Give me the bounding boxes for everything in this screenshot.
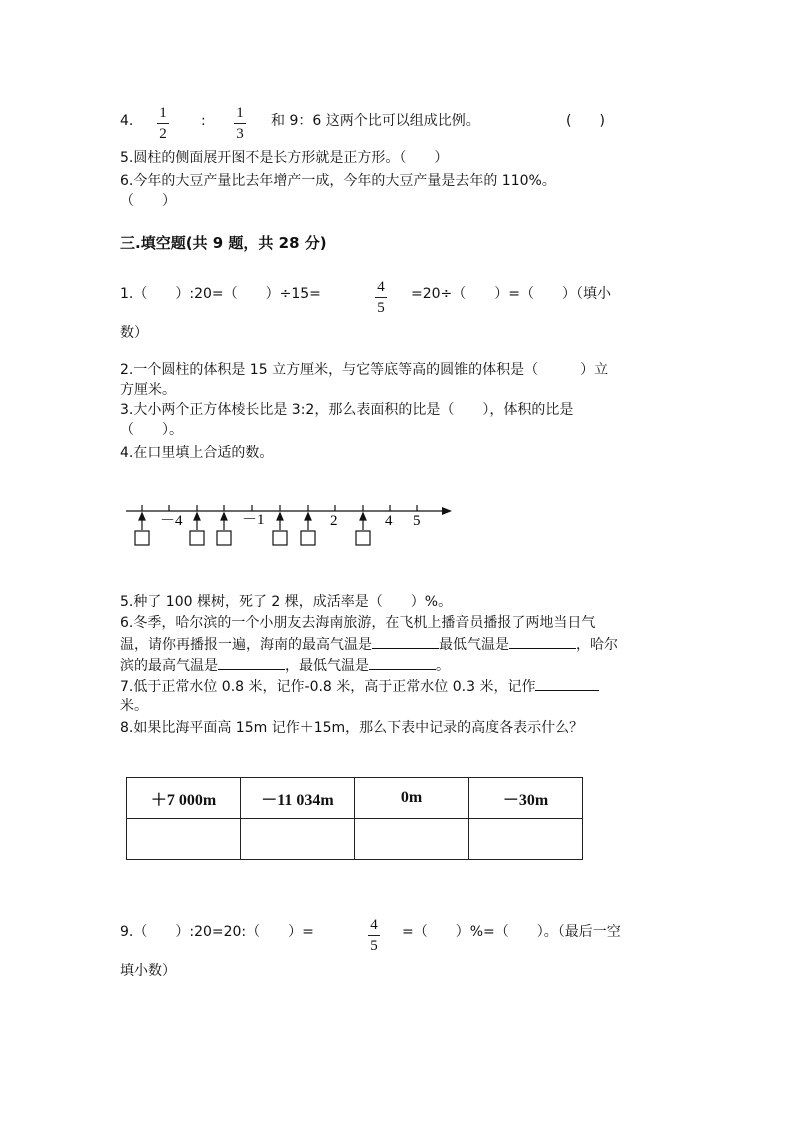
fill-q4: 4.在口里填上合适的数。: [120, 445, 274, 461]
q4-colon: :: [201, 113, 206, 129]
fill-q1-cont: 数）: [120, 325, 148, 341]
arrow-head-icon: [442, 507, 452, 515]
denominator: 5: [377, 300, 385, 316]
fill-q1-part1: 1.（ ）:20=（ ）÷15=: [120, 286, 321, 302]
answer-cell[interactable]: [469, 819, 583, 860]
numerator: 4: [377, 279, 385, 295]
nl-label-minus4: －4: [160, 513, 183, 529]
fill-q1-part2: =20÷（ ）=（ ）（填小: [411, 286, 612, 302]
q7-text: 7.低于正常水位 0.8 米，记作-0.8 米，高于正常水位 0.3 米，记作: [120, 679, 536, 695]
nl-label-minus1: －1: [242, 512, 265, 528]
table-row: [127, 778, 583, 819]
judge-q6-line1: 6.今年的大豆产量比去年增产一成，今年的大豆产量是去年的 110%。: [120, 173, 556, 189]
answer-box[interactable]: [217, 531, 231, 545]
blank-line[interactable]: [369, 655, 436, 670]
fill-q2-line2: 方厘米。: [120, 382, 176, 398]
q4-answer-paren[interactable]: ( ): [566, 113, 605, 129]
fill-q3-line2: （ ）。: [120, 422, 183, 438]
q6-text: 最低气温是: [439, 637, 509, 653]
fill-q6-line3: [120, 655, 450, 676]
q6-text: ，哈尔: [576, 637, 618, 653]
numerator: 4: [370, 917, 378, 933]
blank-line[interactable]: [535, 676, 599, 691]
answer-box[interactable]: [190, 531, 204, 545]
section-heading: 三.填空题(共 9 题，共 28 分): [120, 234, 327, 252]
numerator: 1: [159, 105, 167, 121]
number-line-figure: [120, 500, 460, 550]
fill-q9-part1: 9.（ ）:20=20:（ ）=: [120, 924, 314, 940]
answer-box[interactable]: [273, 531, 287, 545]
q4-text: 和 9：6 这两个比可以组成比例。: [271, 113, 480, 129]
q6-text: 。: [436, 658, 450, 674]
fill-q9-fraction: [368, 916, 380, 955]
denominator: 5: [370, 938, 378, 954]
q4-number: 4.: [120, 113, 134, 129]
answer-box[interactable]: [301, 531, 315, 545]
fill-q5: 5.种了 100 棵树，死了 2 棵，成活率是（ ）%。: [120, 594, 453, 610]
judge-q6-line2: （ ）: [120, 193, 176, 209]
numerator: 1: [236, 105, 244, 121]
table-header-cell: ＋7 000m: [127, 778, 241, 819]
answer-cell[interactable]: [355, 819, 469, 860]
altitude-table: [126, 777, 583, 860]
table-header-cell: －30m: [469, 778, 583, 819]
nl-label-5: 5: [413, 513, 421, 529]
denominator: 2: [159, 126, 167, 142]
q6-text: 滨的最高气温是: [120, 658, 218, 674]
blank-line[interactable]: [372, 634, 439, 649]
table-row: [127, 819, 583, 860]
answer-cell[interactable]: [241, 819, 355, 860]
q6-text: ，最低气温是: [285, 658, 369, 674]
ticks: [142, 505, 417, 511]
fill-q3-line1: 3.大小两个正方体棱长比是 3:2，那么表面积的比是（ ），体积的比是: [120, 402, 574, 418]
nl-label-4: 4: [385, 513, 393, 529]
blank-line[interactable]: [218, 655, 285, 670]
fill-q7-line2: 米。: [120, 698, 148, 714]
table-header-cell: 0m: [355, 778, 469, 819]
q4-fraction-1: [157, 104, 169, 143]
fill-q7-line1: [120, 676, 599, 697]
fill-q2-line1: 2.一个圆柱的体积是 15 立方厘米，与它等底等高的圆锥的体积是（ ）立: [120, 362, 609, 378]
fill-q6-line1: 6.冬季，哈尔滨的一个小朋友去海南旅游，在飞机上播音员播报了两地当日气: [120, 615, 596, 631]
q4-fraction-2: [234, 104, 246, 143]
judge-q5: 5.圆柱的侧面展开图不是长方形就是正方形。（ ）: [120, 150, 449, 166]
fill-q1-fraction: [375, 278, 387, 317]
fill-q9-part2: =（ ）%=（ ）。（最后一空: [402, 924, 621, 940]
answer-box[interactable]: [356, 531, 370, 545]
denominator: 3: [236, 126, 244, 142]
blank-line[interactable]: [509, 634, 576, 649]
nl-label-2: 2: [330, 513, 338, 529]
fill-q8: 8.如果比海平面高 15m 记作＋15m，那么下表中记录的高度各表示什么？: [120, 720, 584, 736]
answer-cell[interactable]: [127, 819, 241, 860]
fill-q6-line2: [120, 634, 618, 655]
table-header-cell: －11 034m: [241, 778, 355, 819]
fill-q9-cont: 填小数）: [120, 963, 176, 979]
answer-box[interactable]: [135, 531, 149, 545]
q6-text: 温，请你再播报一遍，海南的最高气温是: [120, 637, 372, 653]
